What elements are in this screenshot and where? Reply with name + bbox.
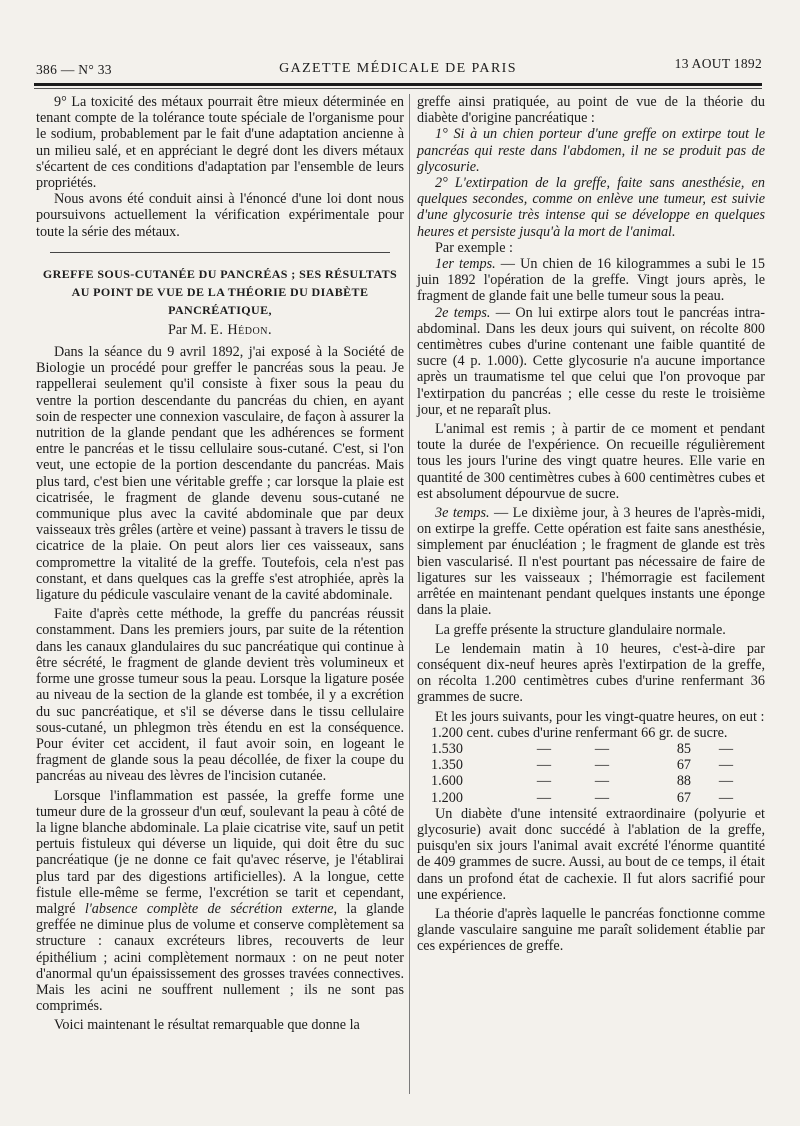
time-2-text: — On lui extirpe alors tout le pancréas intra-abdominal. Dans les deux jours qui suivent, on récolte 800 centimètres cubes d'urine contenant une faible quantité de sucre (4 p. 1.000). Cette glycosurie n'a aucune importance après un traumatisme tel que celui que l'on provoque par l'extirpation du pancréas ; elle cesse du reste le troisième jour, et ne reparaît plus. bbox=[417, 304, 765, 418]
author-prefix: Par M. bbox=[168, 321, 211, 338]
intro-paragraph-2: Nous avons été conduit ainsi à l'énoncé d'une loi dont nous poursuivons actuellement la vérification expérimentale pour toute la série des métaux. bbox=[36, 191, 404, 240]
ditto-cell: — bbox=[536, 740, 552, 757]
time-1-text: — Un chien de 16 kilogrammes a subi le 15 juin 1892 l'opération de la greffe. Vingt jours après, le fragment de glande fait une belle tumeur sous la peau. bbox=[417, 256, 766, 305]
sugar-cell: 67 bbox=[676, 757, 691, 774]
ditto-cell: — bbox=[536, 789, 552, 806]
finding-2 bbox=[417, 175, 765, 240]
structure-paragraph: La greffe présente la structure glandulaire normale. bbox=[435, 621, 726, 638]
table-row bbox=[431, 741, 755, 757]
article-author bbox=[36, 322, 404, 338]
issue-date: 13 AOUT 1892 bbox=[674, 56, 762, 71]
example-intro: Par exemple : bbox=[435, 239, 514, 256]
time-1-label: 1er temps. bbox=[435, 256, 496, 273]
sugar-cell: 88 bbox=[676, 773, 691, 790]
urine-volume-cell: 1.350 bbox=[431, 757, 463, 774]
article-paragraph-3 bbox=[36, 788, 404, 1015]
header-rule-thick bbox=[34, 83, 762, 86]
urine-volume-cell: 1.530 bbox=[431, 740, 463, 757]
time-1-paragraph bbox=[417, 256, 765, 305]
conclusion-paragraph: Un diabète d'une intensité extraordinaire (polyurie et glycosurie) avait donc succédé à l'ablation de la greffe, puisqu'en six jours l'animal avait excrété l'énorme quantité de 409 grammes de sucre. Aussi, au bout de ce temps, il était dans un profond état de cachexie. Il fut alors sacrifié pour une expérience. bbox=[417, 805, 765, 903]
finding-1 bbox=[417, 126, 765, 175]
urine-table-first-row: 1.200 cent. cubes d'urine renfermant 66 gr. de sucre. bbox=[431, 724, 728, 741]
theory-paragraph: La théorie d'après laquelle le pancréas fonctionne comme glande vasculaire sanguine me paraît solidement établie par ces expériences de greffe. bbox=[417, 905, 765, 955]
article-paragraph-1: Dans la séance du 9 avril 1892, j'ai exposé à la Société de Biologie un procédé pour greffer le pancréas sous la peau. Je rappellerai seulement qu'il consiste à fixer sous la peau du ventre la portion descendante du pancréas du chien, en ayant soin de respecter une connexion vasculaire, de façon à assurer la nutrition de la glande pendant que les adhérences se forment entre le pancréas et le tissu cellulaire sous-cutané. C'est, si l'on veut, une ectopie de la portion descendante du pancréas. Mais plus tard, c'est bien une véritable greffe ; car lorsque la plaie est cicatrisée, le fragment de glande devenu sous-cutané ne communique plus avec la cavité abdominale que par deux vaisseaux très grêles (artère et veine) passant à travers le tissu de cicatrice de la plaie. On peut alors lier ces vaisseaux, sans compromettre la vitalité de la greffe. Toutefois, cela n'est pas constant, et dans quelques cas la greffe s'est atrophiée, après la ligature du pédicule vasculaire venant de la cavité abdominale. bbox=[36, 344, 404, 604]
table-row bbox=[431, 790, 755, 806]
ditto-cell: — bbox=[594, 740, 610, 757]
time-3-label: 3e temps. bbox=[435, 505, 490, 522]
time-3-paragraph bbox=[417, 505, 765, 618]
section-separator bbox=[50, 252, 390, 253]
ditto-cell: — bbox=[718, 773, 734, 790]
time-2-label: 2e temps. bbox=[435, 304, 491, 321]
header-rule-thin bbox=[34, 88, 762, 89]
sugar-cell: 67 bbox=[676, 789, 691, 806]
page-number: 386 — N° 33 bbox=[36, 62, 112, 77]
animal-paragraph: L'animal est remis ; à partir de ce moment et pendant toute la durée de l'expérience. On recueille régulièrement tous les jours l'urine des vingt quatre heures. Elle varie en quantité de 300 centimètres cubes à 600 centimètres cubes et est absolument dépourvue de sucre. bbox=[417, 421, 765, 502]
ditto-cell: — bbox=[594, 789, 610, 806]
intro-paragraph-1: 9° La toxicité des métaux pourrait être mieux déterminée en tenant compte de la tolérance toute spéciale de l'organisme pour le sodium, probablement par le fait d'une adaptation ancienne à un milieu salé, et en appréciant le degré dont les divers métaux s'écartent de ces conditions d'adaptation par l'ensemble de leurs propriétés. bbox=[36, 94, 404, 192]
ditto-cell: — bbox=[718, 757, 734, 774]
urine-volume-cell: 1.600 bbox=[431, 773, 463, 790]
sugar-cell: 85 bbox=[676, 740, 691, 757]
time-2-paragraph bbox=[417, 305, 765, 418]
ditto-cell: — bbox=[594, 757, 610, 774]
right-lead-paragraph: greffe ainsi pratiquée, au point de vue de la théorie du diabète d'origine pancréatique : bbox=[417, 94, 765, 127]
journal-title: GAZETTE MÉDICALE DE PARIS bbox=[279, 61, 517, 76]
article-title: GREFFE SOUS-CUTANÉE DU PANCRÉAS ; SES RÉSULTATS AU POINT DE VUE DE LA THÉORIE DU DIABÈTE PANCRÉATIQUE, bbox=[42, 266, 398, 317]
ditto-cell: — bbox=[536, 757, 552, 774]
ditto-cell: — bbox=[718, 740, 734, 757]
page-header bbox=[34, 56, 762, 82]
lendemain-paragraph: Le lendemain matin à 10 heures, c'est-à-dire par conséquent dix-neuf heures après l'extirpation de la greffe, on récolta 1.200 centimètres cubes d'urine renfermant 36 grammes de sucre. bbox=[417, 640, 765, 706]
urine-volume-cell: 1.200 bbox=[431, 789, 463, 806]
table-row bbox=[431, 757, 755, 773]
paragraph-3-emphasis: l'absence complète de sécrétion externe bbox=[84, 900, 334, 917]
ditto-cell: — bbox=[536, 773, 552, 790]
left-column bbox=[36, 94, 404, 1034]
finding-2-text: 2° L'extirpation de la greffe, faite sans anesthésie, en quelques secondes, comme on enlève une tumeur, est suivie d'une glycosurie très intense qui se développe en quelques heures et persiste jusqu'à la mort de l'animal. bbox=[417, 175, 765, 240]
urine-sugar-table bbox=[431, 741, 755, 806]
paragraph-3-part-b: , la glande greffée ne diminue plus de volume et conserve complètement sa structure : canaux excréteurs libres, recouverts de leur épithélium ; acini complètement normaux : on ne peut noter d'anormal qu'un épaississement des grosses travées connectives. Mais les acini ne souffrent nullement ; ils ne sont pas comprimés. bbox=[36, 900, 404, 1015]
paragraph-3-part-a: Lorsque l'inflammation est passée, la greffe forme une tumeur dure de la grosseur d'un œuf, soulevant la peau à côté de la ligne blanche abdominale. La plaie cicatrise vite, sauf un petit pertuis fistuleux qui déverse un liquide, qui doit être du suc pancréatique (je ne donne ce fait qu'avec réserve, je l'établirai plus tard par des digestions artificielles). A la longue, cette fistule elle-même se ferme, l'excrétion se tarit et cependant, malgré bbox=[36, 787, 404, 917]
ditto-cell: — bbox=[594, 773, 610, 790]
column-divider bbox=[409, 94, 410, 1094]
article-paragraph-2: Faite d'après cette méthode, la greffe du pancréas réussit constamment. Dans les premiers jours, par suite de la rétention dans les canaux glandulaires du suc pancréatique qui continue à être sécrété, le fragment de glande devient très volumineux et forme une grosse tumeur sous la peau. Lorsque la ligature posée au niveau de la section de la glande est tombée, il y a excrétion du suc pancréatique, et s'il se déverse dans le tissu cellulaire sous-cutané, un phlegmon très étendu en est la conséquence. Pour éviter cet accident, il faut avoir soin, en logeant le fragment de glande sous la peau décollée, de fixer la coupe du pancréas au niveau des lèvres de l'incision cutanée. bbox=[36, 606, 404, 785]
article-paragraph-4: Voici maintenant le résultat remarquable que donne la bbox=[54, 1017, 360, 1034]
following-days-paragraph: Et les jours suivants, pour les vingt-quatre heures, on eut : bbox=[435, 708, 765, 725]
right-column bbox=[417, 94, 765, 955]
author-name: E. Hédon. bbox=[210, 321, 272, 338]
ditto-cell: — bbox=[718, 789, 734, 806]
time-3-text: — Le dixième jour, à 3 heures de l'après-midi, on extirpe la greffe. Cette opération est faite sans anesthésie, simplement par énucléation ; le fragment de glande est très bien vascularisé. Il n'est pourtant pas nécessaire de faire de ligatures sur les vaisseaux ; l'hémorragie est facilement arrêtée en maintenant pendant quelques instants une éponge dans la plaie. bbox=[417, 505, 765, 619]
table-row bbox=[431, 773, 755, 789]
finding-1-text: 1° Si à un chien porteur d'une greffe on extirpe tout le pancréas qui reste dans l'abdomen, il ne se produit pas de glycosurie. bbox=[417, 126, 765, 175]
